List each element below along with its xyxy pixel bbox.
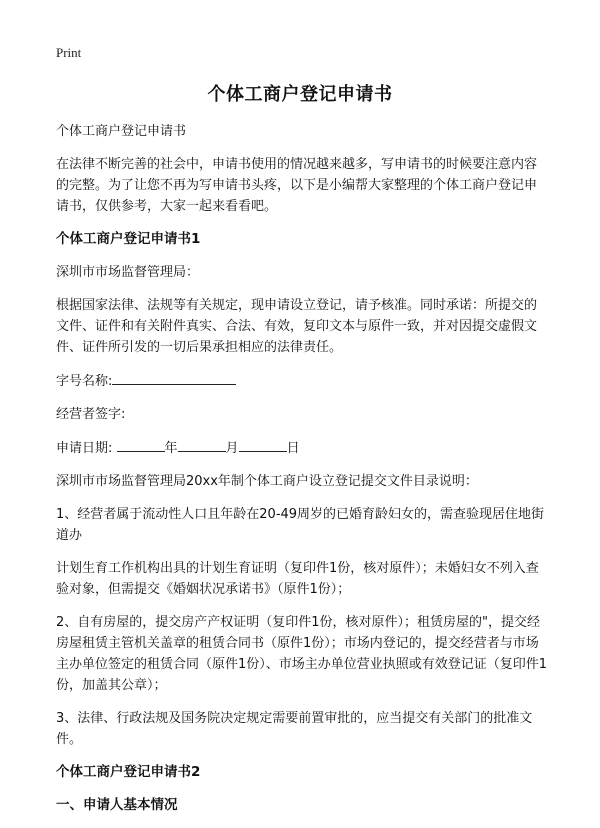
year-blank [117, 437, 165, 452]
section-heading-1: 个体工商户登记申请书1 [56, 231, 201, 247]
name-field-label: 字号名称: [56, 374, 113, 389]
section-heading-2: 个体工商户登记申请书2 [56, 764, 201, 780]
intro-paragraph: 在法律不断完善的社会中，申请书使用的情况越来越多，写申请书的时候要注意内容的完整。为了让您不再为写申请书头疼，以下是小编帮大家整理的个体工商户登记申请书，仅供参考，大家一起来看看吧。 [56, 157, 538, 214]
document-subtitle: 个体工商户登记申请书 [56, 124, 187, 139]
list-item-1-continued: 计划生育工作机构出具的计划生育证明（复印件1份，核对原件）；未婚妇女不列入查验对象，但需提交《婚姻状况承诺书》（原件1份）； [56, 561, 539, 597]
date-field-label: 申请日期: [56, 441, 113, 456]
month-label: 月 [225, 441, 239, 456]
addressee: 深圳市市场监督管理局： [56, 265, 200, 280]
day-blank [239, 437, 287, 452]
print-link[interactable]: Print [56, 45, 82, 60]
year-label: 年 [164, 441, 178, 456]
list-item-3: 3、法律、行政法规及国务院决定规定需要前置审批的，应当提交有关部门的批准文件。 [56, 711, 533, 747]
signature-label: 经营者签字: [56, 407, 126, 422]
document-body [56, 121, 548, 816]
name-field-blank [112, 370, 236, 385]
list-item-1: 1、经营者属于流动性人口且年龄在20-49周岁的已婚育龄妇女的，需查验现居住地街道办 [56, 507, 545, 543]
day-label: 日 [286, 441, 300, 456]
name-field-row [56, 370, 548, 392]
subsection-heading-1: 一、申请人基本情况 [56, 797, 178, 813]
catalog-intro: 深圳市市场监督管理局20xx年制个体工商户设立登记提交文件目录说明： [56, 474, 478, 489]
declaration-paragraph: 根据国家法律、法规等有关规定，现申请设立登记，请予核准。同时承诺：所提交的文件、证件和有关附件真实、合法、有效，复印文本与原件一致，并对因提交虚假文件、证件所引发的一切后果承担相应的法律责任。 [56, 298, 538, 355]
date-field-row [56, 437, 548, 459]
month-blank [178, 437, 226, 452]
page-title: 个体工商户登记申请书 [207, 84, 393, 105]
list-item-2: 2、自有房屋的，提交房产产权证明（复印件1份，核对原件）；租赁房屋的"，提交经房屋租赁主管机关盖章的租赁合同书（原件1份）；市场内登记的，提交经营者与市场主办单位签定的租赁合同（原件1份）、市场主办单位营业执照或有效登记证（复印件1份，加盖其公章）； [56, 615, 548, 693]
